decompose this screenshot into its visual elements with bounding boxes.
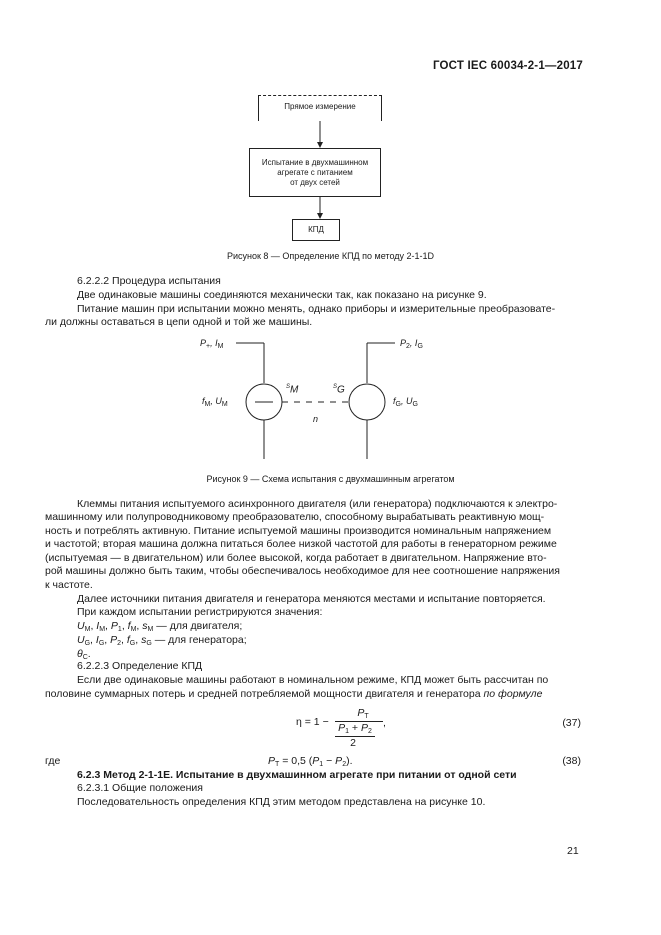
label-top-right: $P_2$, $I_G$ [400, 338, 423, 350]
box-direct-measurement-label: Прямое измерение [284, 102, 356, 111]
motor-values: $U_M$, $I_M$, $P_1$, $f_M$, $s_M$ — для двигателя; [77, 620, 243, 633]
label-sm: $^S$M [286, 384, 299, 396]
eq37-lhs: η = 1 − [296, 716, 329, 728]
para-register: При каждом испытании регистрируются значения: [77, 606, 323, 618]
para-mechanical: Две одинаковые машины соединяются механически так, как показано на рисунке 9. [77, 289, 487, 301]
page-number: 21 [567, 845, 579, 857]
eq37-number: (37) [562, 717, 581, 729]
para-terminals-l3: ность и потреблять активную. Питание испытуемой машины производится номинальным напряжением [45, 525, 552, 537]
eq38-where: где [45, 755, 61, 767]
para-terminals-l6: рой машины должно быть таким, чтобы обеспечивалось необходимое для нее соотношение напряжения [45, 565, 560, 577]
generator-values: $U_G$, $I_G$, $P_2$, $f_G$, $s_G$ — для генератора; [77, 634, 247, 647]
para-efficiency-l2-text: половине суммарных потерь и средней потребляемой мощности двигателя и генератора [45, 688, 481, 700]
box-efficiency-label: КПД [308, 225, 324, 234]
box-test-line3: от двух сетей [290, 177, 340, 187]
figure8-caption: Рисунок 8 — Определение КПД по методу 2-1-1D [226, 251, 435, 261]
figure9-caption: Рисунок 9 — Схема испытания с двухмашинным агрегатом [206, 474, 455, 484]
eq38-number: (38) [562, 755, 581, 767]
eq37-comma: , [383, 717, 386, 729]
label-right: $f_G$, $U_G$ [393, 396, 418, 408]
para-terminals-l2: машинному или полупроводниковому преобразователю, способному вырабатывать реактивную мощ- [45, 511, 545, 523]
generator-circle [349, 384, 385, 420]
para-efficiency-l1: Если две одинаковые машины работают в номинальном режиме, КПД может быть рассчитан по [77, 674, 549, 686]
para-swap: Далее источники питания двигателя и генератора меняются местами и испытание повторяется. [77, 593, 546, 605]
heading-6223: 6.2.2.3 Определение КПД [77, 660, 203, 672]
para-efficiency-l2 [45, 688, 583, 701]
para-terminals-l1: Клеммы питания испытуемого асинхронного двигателя (или генератора) подключаются к электро- [77, 498, 558, 510]
standard-header: ГОСТ IEC 60034-2-1—2017 [432, 60, 583, 72]
para-power-line2: ли должны оставаться в цепи одной и той же машины. [45, 316, 313, 328]
label-top-left: $P_+$, $I_M$ [200, 338, 224, 350]
para-efficiency-l2-italic: по формуле [483, 688, 543, 700]
label-n: n [313, 414, 319, 424]
para-terminals-l4: и частотой; вторая машина должна питаться более низкой частотой для работы в генераторном режиме [45, 538, 557, 550]
para-terminals-l5: (испытуемая — в двигательном) или более высокой, когда работает в двигательном. Напряжение вто- [45, 552, 547, 564]
heading-6222: 6.2.2.2 Процедура испытания [77, 275, 221, 287]
eq37-den-bottom: 2 [350, 737, 356, 749]
label-sg: $^S$G [333, 384, 345, 396]
eq37-num: $P_T$ [357, 707, 369, 720]
para-terminals-l7: к частоте. [45, 579, 93, 591]
para-sequence: Последовательность определения КПД этим методом представлена на рисунке 10. [77, 796, 486, 808]
heading-623: 6.2.3 Метод 2-1-1E. Испытание в двухмашинном агрегате при питании от одной сети [77, 769, 517, 781]
heading-6231: 6.2.3.1 Общие положения [77, 782, 203, 794]
box-test-line1: Испытание в двухмашинном [261, 157, 369, 167]
eq38-expr: $P_T = 0,5$ $(P_1 - P_2)$. [268, 755, 353, 768]
theta-value: $\theta_C$. [77, 648, 91, 661]
box-test-line2: агрегате с питанием [277, 167, 353, 177]
eq37-den-top: $P_1 + P_2$ [338, 722, 372, 735]
para-power-line1: Питание машин при испытании можно менять, однако приборы и измерительные преобразовате- [77, 303, 556, 315]
label-left: $f_M$, $U_M$ [202, 396, 228, 408]
